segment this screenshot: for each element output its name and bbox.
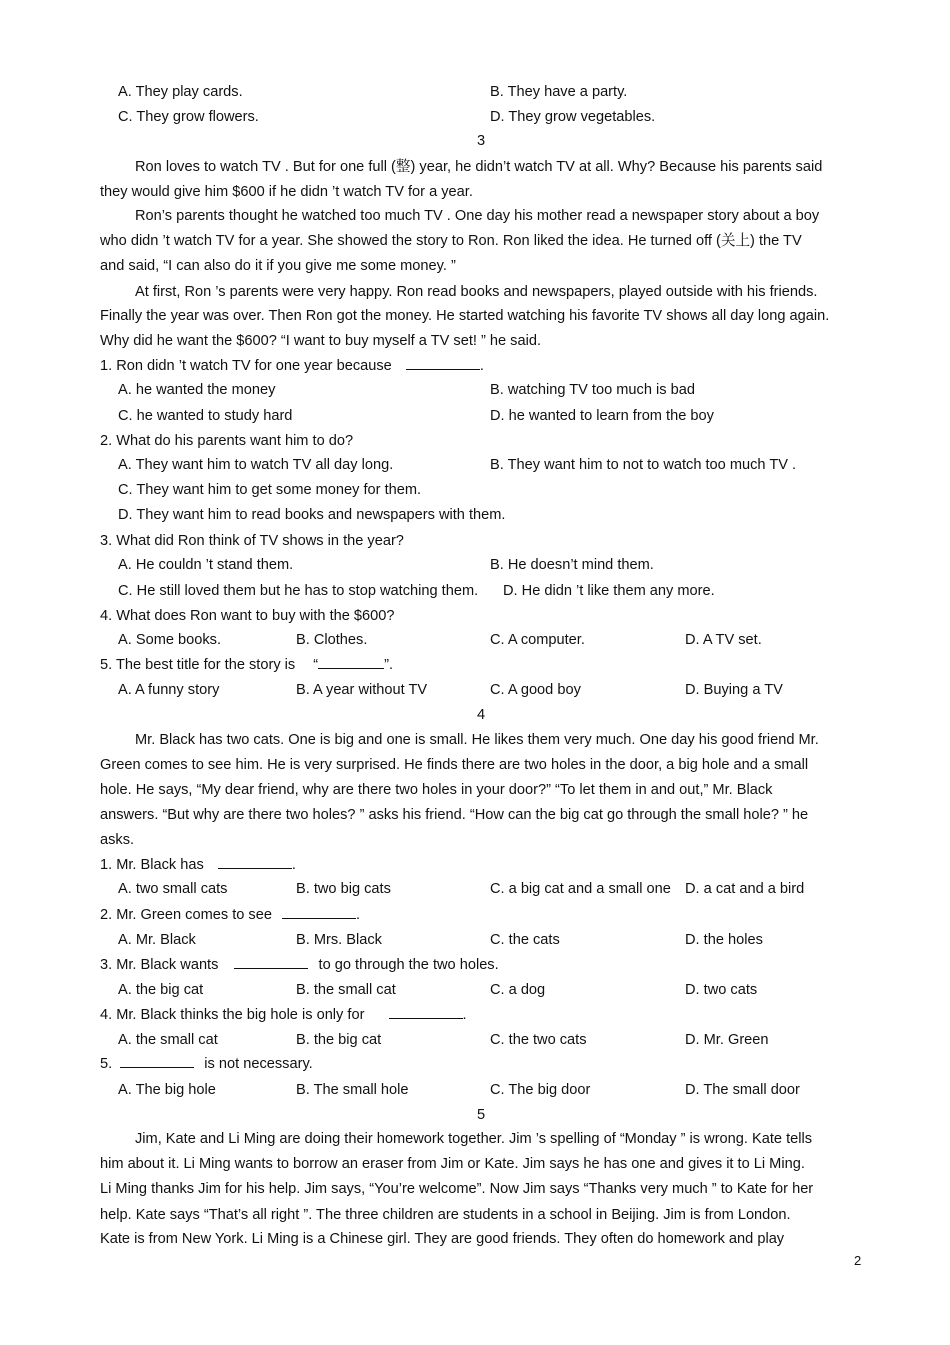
question-number: 5.	[100, 1056, 113, 1072]
option-row	[0, 880, 950, 898]
question	[100, 1055, 313, 1073]
option-row	[0, 931, 950, 949]
question	[100, 856, 296, 874]
passage-line: Finally the year was over. Then Ron got the money. He started watching his favorite TV shows all day long again.	[100, 308, 830, 324]
question-text: 1. Ron didn ’t watch TV for one year because	[100, 358, 392, 374]
option-d: D. the holes	[685, 932, 763, 948]
passage-number: 4	[476, 707, 486, 723]
passage-line: At first, Ron ’s parents were very happy. Ron read books and newspapers, played outside with his friends.	[135, 284, 818, 300]
question	[100, 1006, 467, 1024]
passage-line: help. Kate says “That’s all right ”. The three children are students in a school in Beijing. Jim is from London.	[100, 1207, 791, 1223]
option-b: B. The small hole	[296, 1082, 409, 1098]
option-a: A. he wanted the money	[118, 382, 276, 398]
option-row	[0, 456, 950, 474]
option-b: B. They have a party.	[490, 84, 628, 100]
answer-blank	[389, 1006, 463, 1019]
option-b: B. A year without TV	[296, 682, 428, 698]
question-text: 4. Mr. Black thinks the big hole is only for	[100, 1007, 365, 1023]
option-c: C. A good boy	[490, 682, 581, 698]
question-text: 3. Mr. Black wants	[100, 957, 219, 973]
option-row	[0, 381, 950, 399]
question-text: 2. Mr. Green comes to see	[100, 907, 272, 923]
option-d: D. a cat and a bird	[685, 881, 805, 897]
option-d: D. The small door	[685, 1082, 800, 1098]
passage-number: 3	[476, 133, 486, 149]
question-text: 5. The best title for the story is	[100, 657, 296, 673]
option-b: B. two big cats	[296, 881, 391, 897]
answer-blank	[218, 856, 292, 869]
question-period: .	[479, 358, 484, 374]
option-b: B. watching TV too much is bad	[490, 382, 695, 398]
option-row	[0, 1031, 950, 1049]
option-d: D. two cats	[685, 982, 758, 998]
passage-line: Ron’s parents thought he watched too much TV . One day his mother read a newspaper story about a boy	[135, 208, 820, 224]
option-row	[0, 582, 950, 600]
question: 2. What do his parents want him to do?	[100, 433, 354, 449]
passage-line: and said, “I can also do it if you give me some money. ”	[100, 258, 456, 274]
option-d: D. They grow vegetables.	[490, 109, 656, 125]
option-a: A. They play cards.	[118, 84, 243, 100]
option-b: B. the small cat	[296, 982, 396, 998]
option-c: C. They want him to get some money for them.	[118, 482, 422, 498]
option-row	[0, 108, 950, 126]
option-d: D. he wanted to learn from the boy	[490, 408, 714, 424]
question-period: .	[462, 1007, 467, 1023]
option-c: C. a dog	[490, 982, 546, 998]
question-text-end: to go through the two holes.	[318, 957, 499, 973]
passage-line: Mr. Black has two cats. One is big and one is small. He likes them very much. One day his good friend Mr.	[135, 732, 819, 748]
passage-line: Green comes to see him. He is very surprised. He finds there are two holes in the door, a big hole and a small	[100, 757, 809, 773]
question-text: 1. Mr. Black has	[100, 857, 204, 873]
option-a: A. two small cats	[118, 881, 228, 897]
option-b: B. Clothes.	[296, 632, 368, 648]
answer-blank	[282, 906, 356, 919]
option-c: C. a big cat and a small one	[490, 881, 671, 897]
option-d: D. A TV set.	[685, 632, 762, 648]
passage-line: him about it. Li Ming wants to borrow an eraser from Jim or Kate. Jim says he has one and gives it to Li Ming.	[100, 1156, 805, 1172]
option-row	[0, 681, 950, 699]
option-d: D. Buying a TV	[685, 682, 783, 698]
question-period: .	[356, 907, 361, 923]
question	[100, 906, 360, 924]
passage-line: they would give him $600 if he didn ’t watch TV for a year.	[100, 184, 473, 200]
passage-line: answers. “But why are there two holes? ” asks his friend. “How can the big cat go through the small hole? ” he	[100, 807, 809, 823]
passage-line: hole. He says, “My dear friend, why are there two holes in your door?” “To let them in and out,” Mr. Black	[100, 782, 773, 798]
option-row	[0, 407, 950, 425]
option-a: A. They want him to watch TV all day long.	[118, 457, 394, 473]
option-a: A. the small cat	[118, 1032, 218, 1048]
option-c: C. He still loved them but he has to stop watching them.	[118, 583, 479, 599]
question	[100, 656, 393, 674]
option-row	[0, 83, 950, 101]
option-b: B. Mrs. Black	[296, 932, 382, 948]
option-a: A. A funny story	[118, 682, 220, 698]
passage-line: Li Ming thanks Jim for his help. Jim says, “You’re welcome”. Now Jim says “Thanks very much ” to Kate for her	[100, 1181, 814, 1197]
answer-blank	[120, 1055, 194, 1068]
passage-line: Kate is from New York. Li Ming is a Chinese girl. They are good friends. They often do homework and play	[100, 1231, 785, 1247]
option-c: C. They grow flowers.	[118, 109, 259, 125]
option-d: D. Mr. Green	[685, 1032, 769, 1048]
option-c: C. The big door	[490, 1082, 591, 1098]
option-c: C. he wanted to study hard	[118, 408, 293, 424]
passage-line: asks.	[100, 832, 135, 848]
option-c: C. the two cats	[490, 1032, 587, 1048]
answer-blank	[318, 656, 384, 669]
option-row	[0, 1081, 950, 1099]
option-row	[0, 631, 950, 649]
option-b: B. They want him to not to watch too much TV .	[490, 457, 797, 473]
passage-number: 5	[476, 1107, 486, 1123]
option-a: A. Some books.	[118, 632, 222, 648]
answer-blank	[406, 357, 480, 370]
passage-line: Why did he want the $600? “I want to buy myself a TV set! ” he said.	[100, 333, 542, 349]
option-a: A. The big hole	[118, 1082, 216, 1098]
option-a: A. He couldn ’t stand them.	[118, 557, 294, 573]
question: 3. What did Ron think of TV shows in the year?	[100, 533, 404, 549]
option-d: D. They want him to read books and newspapers with them.	[118, 507, 506, 523]
option-a: A. Mr. Black	[118, 932, 196, 948]
option-a: A. the big cat	[118, 982, 204, 998]
passage-line: Jim, Kate and Li Ming are doing their homework together. Jim ’s spelling of “Monday ” is wrong. Kate tells	[135, 1131, 813, 1147]
close-quote: ”.	[384, 657, 394, 673]
passage-line: who didn ’t watch TV for a year. She showed the story to Ron. Ron liked the idea. He turned off (关上) the TV	[100, 233, 802, 249]
question-period: .	[291, 857, 296, 873]
question	[100, 956, 499, 974]
option-c: C. the cats	[490, 932, 560, 948]
page-number: 2	[854, 1253, 862, 1268]
passage-line: Ron loves to watch TV . But for one full (整) year, he didn’t watch TV at all. Why? Because his parents said	[135, 159, 823, 175]
option-c: C. A computer.	[490, 632, 585, 648]
answer-blank	[234, 956, 308, 969]
open-quote: “	[313, 657, 319, 673]
option-row	[0, 981, 950, 999]
question	[100, 357, 484, 375]
question-text-end: is not necessary.	[204, 1056, 313, 1072]
option-row	[0, 556, 950, 574]
question: 4. What does Ron want to buy with the $600?	[100, 608, 395, 624]
option-d: D. He didn ’t like them any more.	[503, 583, 715, 599]
option-b: B. He doesn’t mind them.	[490, 557, 654, 573]
option-b: B. the big cat	[296, 1032, 382, 1048]
